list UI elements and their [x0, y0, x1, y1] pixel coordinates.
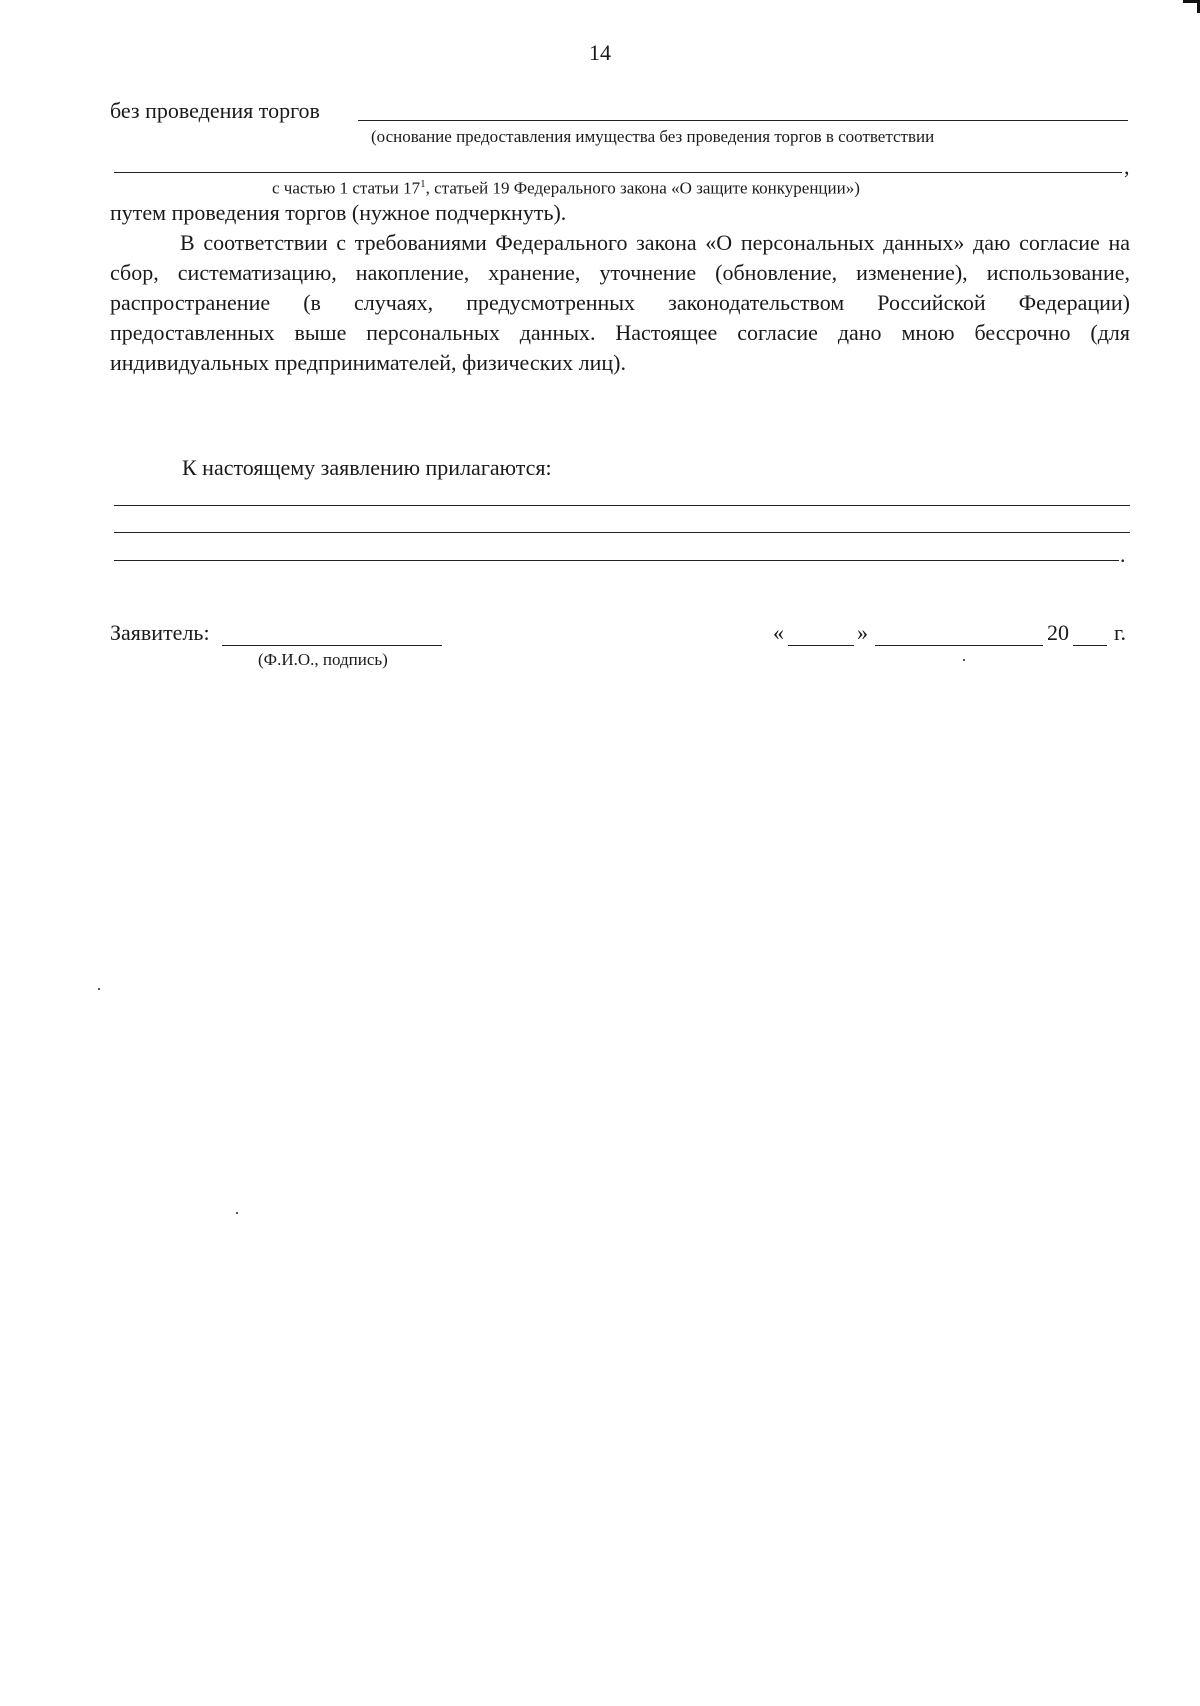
- hint-2-prefix: с частью 1 статьи 17: [272, 178, 421, 198]
- no-auction-label: без проведения торгов: [110, 98, 320, 123]
- applicant-signature-field[interactable]: [222, 645, 442, 646]
- scan-speck: [236, 1212, 238, 1214]
- scan-speck: [98, 988, 100, 990]
- no-auction-basis-field-2[interactable]: [114, 172, 1122, 173]
- attachment-line-2[interactable]: [114, 532, 1130, 533]
- no-auction-comma: ,: [1124, 154, 1130, 179]
- date-year-suffix: г.: [1114, 620, 1127, 645]
- no-auction-hint-2: [272, 178, 860, 199]
- date-month-field[interactable]: [875, 645, 1043, 646]
- date-year-prefix: 20: [1047, 620, 1069, 645]
- applicant-label: Заявитель:: [110, 620, 210, 645]
- hint-2-suffix: , статьей 19 Федерального закона «О защите конкуренции»): [425, 178, 860, 198]
- hint-2-sup: 1: [420, 178, 426, 190]
- scan-corner-mark: [1183, 0, 1200, 13]
- attachments-heading: К настоящему заявлению прилагаются:: [182, 455, 552, 480]
- attachment-line-3[interactable]: [114, 560, 1119, 561]
- date-quote-open: «: [773, 620, 784, 645]
- no-auction-basis-field[interactable]: [358, 120, 1128, 121]
- no-auction-hint-1: (основание предоставления имущества без проведения торгов в соответствии: [371, 127, 935, 146]
- attachments-end-mark: .: [1120, 542, 1126, 567]
- consent-block: [110, 228, 1130, 378]
- page-number: 14: [589, 40, 611, 65]
- applicant-hint: (Ф.И.О., подпись): [258, 650, 388, 669]
- attachment-line-1[interactable]: [114, 505, 1130, 506]
- date-quote-close: »: [857, 620, 868, 645]
- date-year-field[interactable]: [1073, 645, 1107, 646]
- consent-paragraph: В соответствии с требованиями Федерального закона «О персональных данных» даю согласие на сбор, систематизацию, накопление, хранение, уточнение (обновление, изменение), использование, распространение (в случаях, предусмотренных законодательством Российской Федерации) предоставленных выше персональных данных. Настоящее согласие дано мною бессрочно (для индивидуальных предпринимателей, физических лиц).: [110, 230, 1130, 375]
- date-day-field[interactable]: [788, 645, 854, 646]
- scan-speck: [963, 659, 965, 661]
- auction-line: путем проведения торгов (нужное подчеркнуть).: [110, 200, 567, 225]
